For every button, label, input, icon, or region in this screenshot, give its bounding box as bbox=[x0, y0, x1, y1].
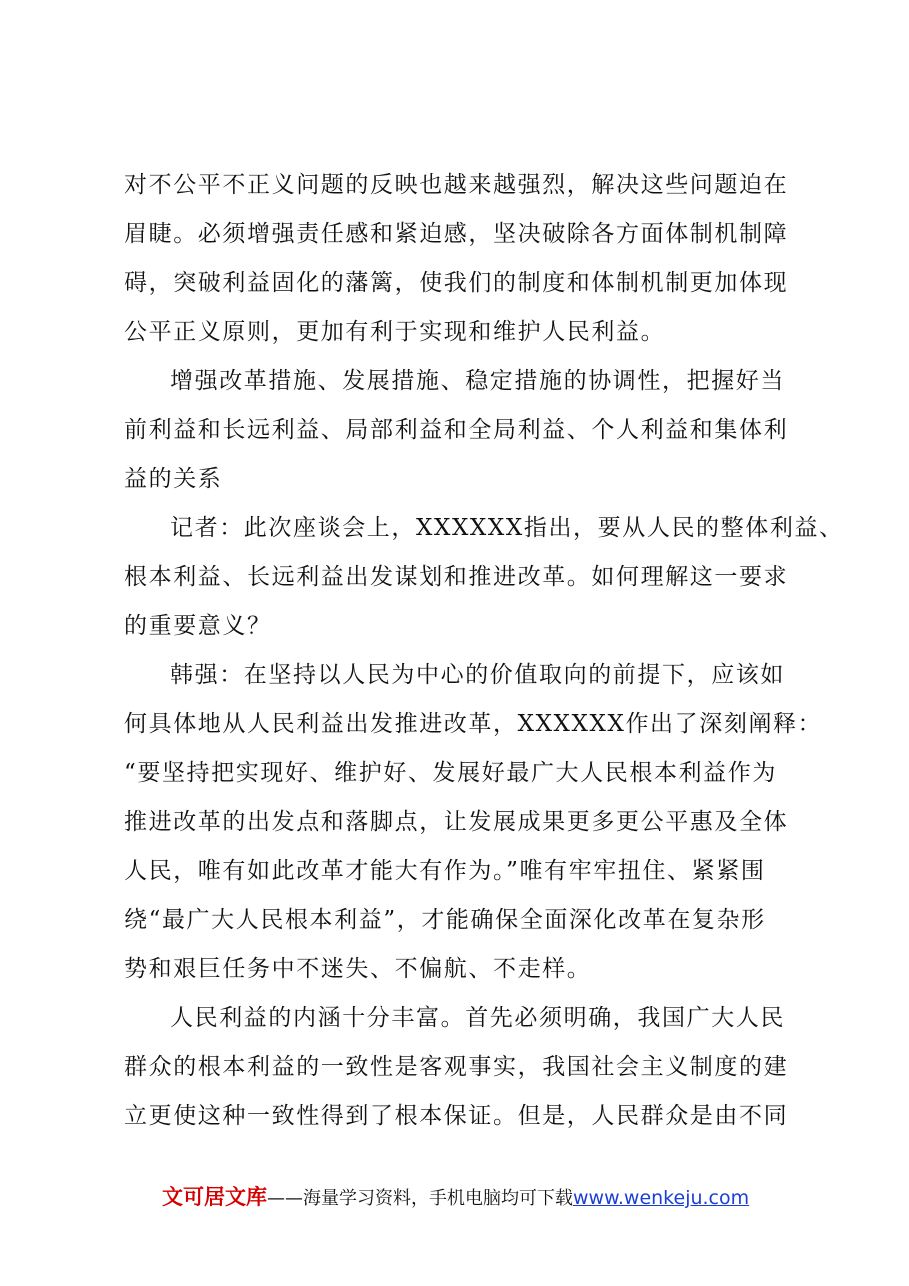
text-line-2: 眉睫。必须增强责任感和紧迫感，坚决破除各方面体制机制障 bbox=[124, 221, 789, 247]
answer-line-2: 何具体地从人民利益出发推进改革，XXXXXX作出了深刻阐释： bbox=[124, 711, 823, 737]
section-heading-line-2: 前利益和长远利益、局部利益和全局利益、个人利益和集体利 bbox=[124, 417, 789, 443]
answer-line-6: 绕“最广大人民根本利益”，才能确保全面深化改革在复杂形 bbox=[124, 907, 766, 933]
footer-link[interactable]: www.wenkeju.com bbox=[573, 1187, 750, 1209]
question-line-3: 的重要意义？ bbox=[124, 613, 272, 639]
answer-line-5: 人民，唯有如此改革才能大有作为。”唯有牢牢扭住、紧紧围 bbox=[124, 858, 766, 884]
text-line-3: 碍，突破利益固化的藩篱，使我们的制度和体制机制更加体现 bbox=[124, 270, 789, 296]
footer-brand: 文可居文库 bbox=[162, 1185, 267, 1209]
question-line-1: 记者：此次座谈会上，XXXXXX指出，要从人民的整体利益、 bbox=[170, 515, 844, 541]
footer-banner bbox=[162, 1182, 802, 1212]
answer-line-4: 推进改革的出发点和落脚点，让发展成果更多更公平惠及全体 bbox=[124, 809, 789, 835]
answer-line-3: “要坚持把实现好、维护好、发展好最广大人民根本利益作为 bbox=[124, 760, 777, 786]
footer-text: ——海量学习资料，手机电脑均可下载 bbox=[267, 1188, 573, 1209]
section-heading-line-1: 增强改革措施、发展措施、稳定措施的协调性，把握好当 bbox=[170, 368, 785, 394]
answer-line-7: 势和艰巨任务中不迷失、不偏航、不走样。 bbox=[124, 956, 592, 982]
text-line-1: 对不公平不正义问题的反映也越来越强烈，解决这些问题迫在 bbox=[124, 172, 789, 198]
section-heading-line-3: 益的关系 bbox=[124, 466, 223, 492]
paragraph-line-2: 群众的根本利益的一致性是客观事实，我国社会主义制度的建 bbox=[124, 1054, 789, 1080]
answer-line-1: 韩强：在坚持以人民为中心的价值取向的前提下，应该如 bbox=[170, 662, 785, 688]
paragraph-line-1: 人民利益的内涵十分丰富。首先必须明确，我国广大人民 bbox=[170, 1005, 785, 1031]
text-line-4: 公平正义原则，更加有利于实现和维护人民利益。 bbox=[124, 319, 666, 345]
question-line-2: 根本利益、长远利益出发谋划和推进改革。如何理解这一要求 bbox=[124, 564, 789, 590]
paragraph-line-3: 立更使这种一致性得到了根本保证。但是，人民群众是由不同 bbox=[124, 1103, 789, 1129]
